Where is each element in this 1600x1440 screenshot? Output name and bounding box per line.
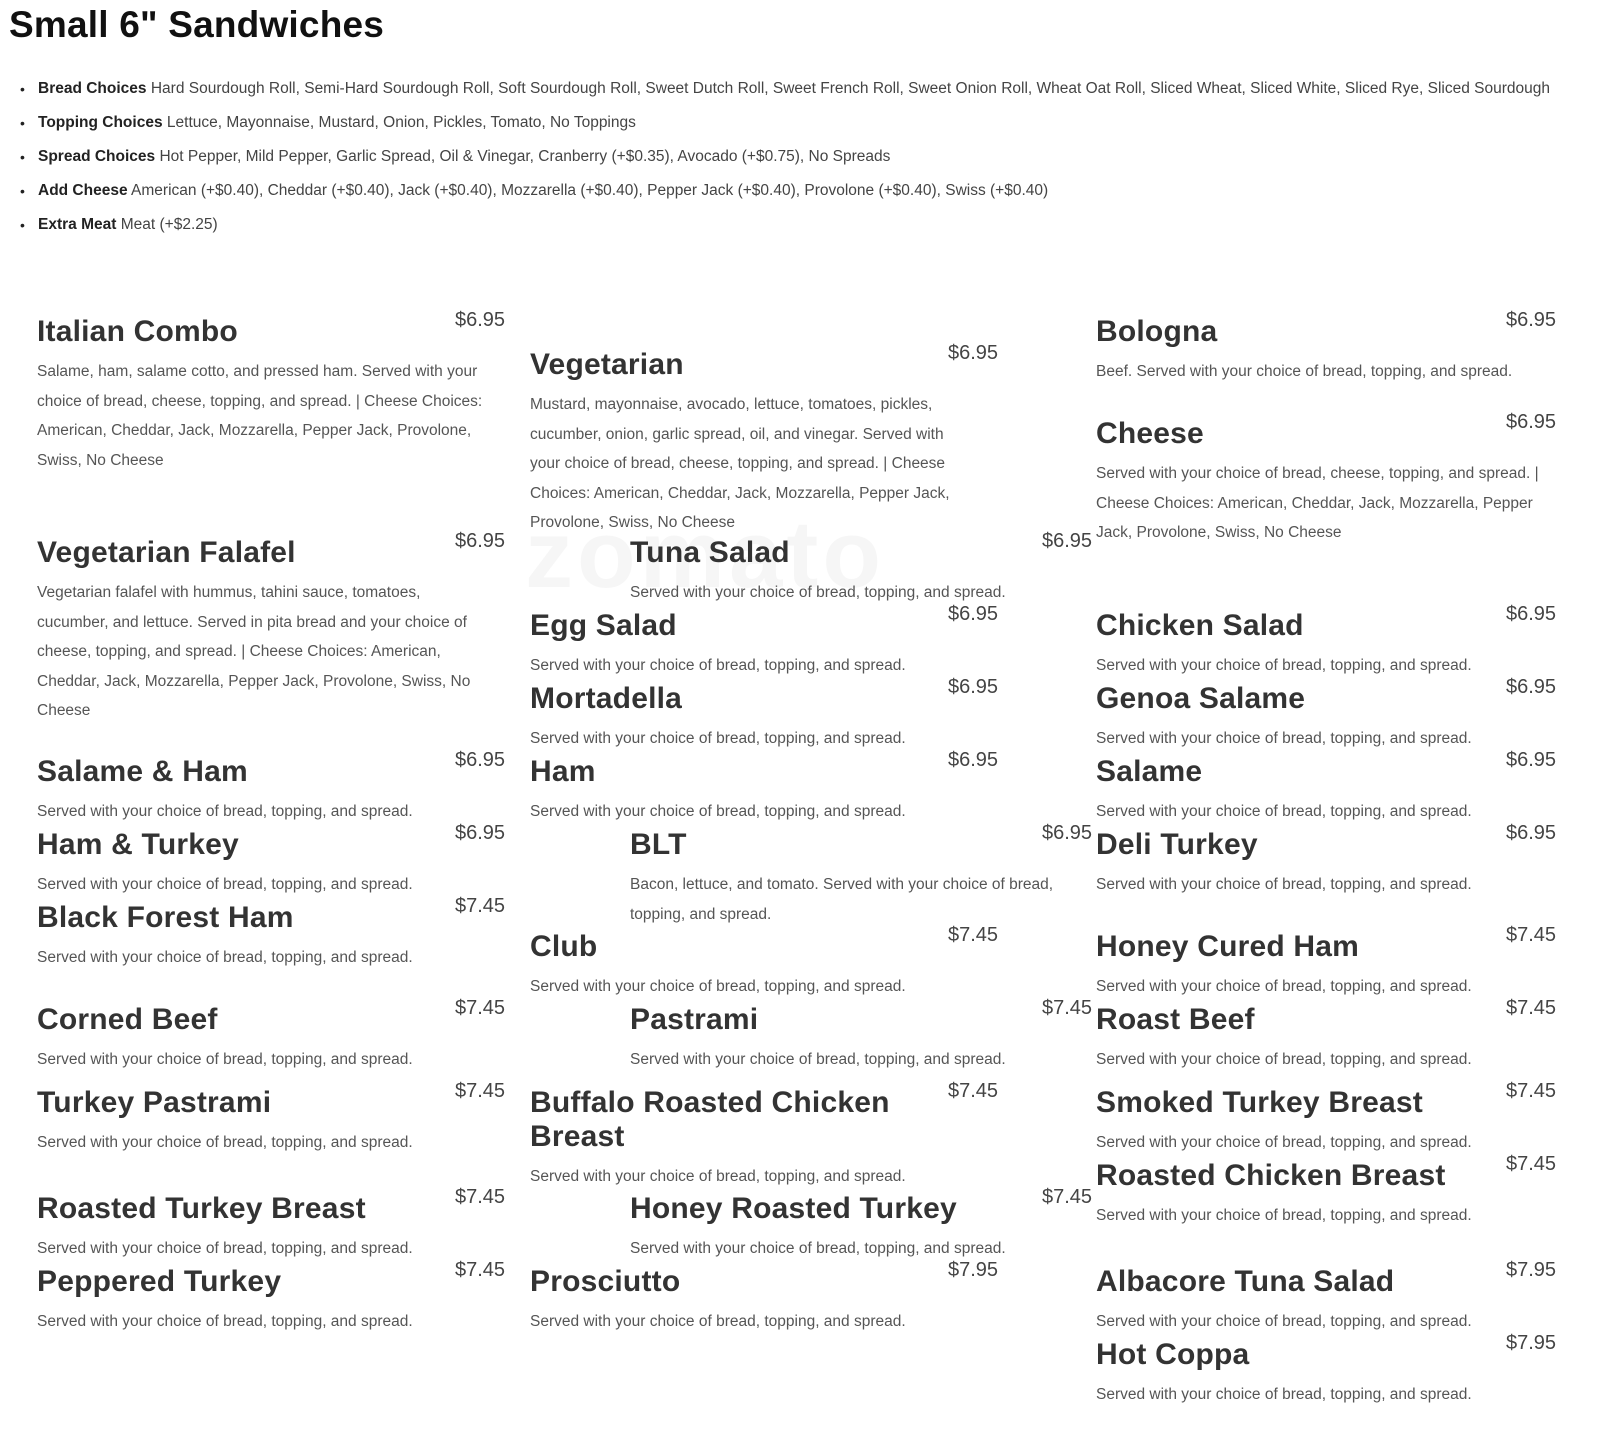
item-description: Served with your choice of bread, topping, and spread. xyxy=(1096,1313,1472,1330)
item-description: Served with your choice of bread, topping, and spread. xyxy=(1096,657,1472,674)
item-price: $6.95 xyxy=(1506,411,1557,433)
item-name: Pastrami xyxy=(630,1003,759,1036)
item-name: Club xyxy=(530,930,598,963)
item-name: Bologna xyxy=(1096,315,1218,348)
item-description: Served with your choice of bread, topping, and spread. xyxy=(1096,1051,1472,1068)
item-price: $6.95 xyxy=(948,676,999,698)
option-spread-choices xyxy=(20,140,1580,174)
item-price: $7.45 xyxy=(455,895,506,917)
item-price: $7.95 xyxy=(1506,1259,1557,1281)
option-label: Add Cheese xyxy=(38,182,128,199)
item-description: Served with your choice of bread, topping, and spread. xyxy=(530,657,906,674)
item-description: Served with your choice of bread, cheese, topping, and spread. | Cheese Choices: American, Cheddar, Jack, Mozzarella, Pepper Jack, Provolone, Swiss, No Cheese xyxy=(1096,465,1539,541)
item-name: Roasted Turkey Breast xyxy=(37,1192,366,1225)
item-description: Served with your choice of bread, topping, and spread. xyxy=(530,730,906,747)
item-description: Served with your choice of bread, topping, and spread. xyxy=(530,978,906,995)
item-description: Served with your choice of bread, topping, and spread. xyxy=(530,1313,906,1330)
item-description: Vegetarian falafel with hummus, tahini sauce, tomatoes, cucumber, and lettuce. Served in pita bread and your choice of cheese, topping, and spread. | Cheese Choices: American, Cheddar, Jack, Mozzarella, Pepper Jack, Provolone, Swiss, No Cheese xyxy=(37,584,471,719)
item-price: $7.45 xyxy=(1042,1186,1093,1208)
item-description: Served with your choice of bread, topping, and spread. xyxy=(1096,1386,1472,1403)
item-name: BLT xyxy=(630,828,687,861)
item-price: $6.95 xyxy=(1506,603,1557,625)
item-description: Served with your choice of bread, topping, and spread. xyxy=(1096,1134,1472,1151)
option-label: Bread Choices xyxy=(38,80,147,97)
item-description: Served with your choice of bread, topping, and spread. xyxy=(1096,876,1472,893)
item-price: $6.95 xyxy=(948,603,999,625)
item-description: Beef. Served with your choice of bread, topping, and spread. xyxy=(1096,363,1513,380)
option-label: Spread Choices xyxy=(38,148,156,165)
option-label: Extra Meat xyxy=(38,216,117,233)
item-price: $6.95 xyxy=(1506,822,1557,844)
item-price: $6.95 xyxy=(455,309,506,331)
option-text: Meat (+$2.25) xyxy=(120,216,218,233)
item-description: Bacon, lettuce, and tomato. Served with your choice of bread, topping, and spread. xyxy=(630,876,1054,923)
item-price: $7.45 xyxy=(948,924,999,946)
item-name: Corned Beef xyxy=(37,1003,218,1036)
item-description: Served with your choice of bread, topping, and spread. xyxy=(1096,803,1472,820)
item-name: Prosciutto xyxy=(530,1265,681,1298)
item-name: Cheese xyxy=(1096,417,1204,450)
item-price: $6.95 xyxy=(455,749,506,771)
sandwich-options-list xyxy=(20,72,1580,242)
item-description: Served with your choice of bread, topping, and spread. xyxy=(630,1240,1006,1257)
item-description: Served with your choice of bread, topping, and spread. xyxy=(37,949,413,966)
item-name: Tuna Salad xyxy=(630,536,790,569)
item-name: Salame xyxy=(1096,755,1203,788)
item-description: Served with your choice of bread, topping, and spread. xyxy=(630,584,1006,601)
item-description: Served with your choice of bread, topping, and spread. xyxy=(1096,978,1472,995)
item-name: Salame & Ham xyxy=(37,755,248,788)
item-name: Honey Roasted Turkey xyxy=(630,1192,957,1225)
item-price: $6.95 xyxy=(1042,822,1093,844)
item-name: Black Forest Ham xyxy=(37,901,294,934)
item-description: Served with your choice of bread, topping, and spread. xyxy=(37,1313,413,1330)
item-price: $6.95 xyxy=(1506,749,1557,771)
item-name: Deli Turkey xyxy=(1096,828,1258,861)
item-description: Served with your choice of bread, topping, and spread. xyxy=(37,803,413,820)
item-name: Mortadella xyxy=(530,682,683,715)
item-name: Roasted Chicken Breast xyxy=(1096,1159,1446,1192)
item-description: Served with your choice of bread, topping, and spread. xyxy=(37,1240,413,1257)
item-description: Served with your choice of bread, topping, and spread. xyxy=(37,876,413,893)
item-name: Genoa Salame xyxy=(1096,682,1306,715)
item-price: $7.45 xyxy=(1506,997,1557,1019)
option-extra-meat xyxy=(20,208,1580,242)
item-name: Turkey Pastrami xyxy=(37,1086,272,1119)
item-name: Hot Coppa xyxy=(1096,1338,1250,1371)
item-price: $7.95 xyxy=(948,1259,999,1281)
option-text: Hard Sourdough Roll, Semi-Hard Sourdough Roll, Soft Sourdough Roll, Sweet Dutch Roll, Sweet French Roll, Sweet Onion Roll, Wheat Oat Roll, Sliced Wheat, Sliced White, Sliced Rye, Sliced Sourdough xyxy=(150,80,1550,97)
item-description: Served with your choice of bread, topping, and spread. xyxy=(37,1051,413,1068)
item-description: Served with your choice of bread, topping, and spread. xyxy=(37,1134,413,1151)
item-name: Buffalo Roasted Chicken Breast xyxy=(530,1086,890,1153)
item-description: Served with your choice of bread, topping, and spread. xyxy=(630,1051,1006,1068)
item-description: Served with your choice of bread, topping, and spread. xyxy=(530,803,906,820)
item-price: $7.45 xyxy=(1506,924,1557,946)
item-name: Vegetarian xyxy=(530,348,684,381)
option-text: American (+$0.40), Cheddar (+$0.40), Jack (+$0.40), Mozzarella (+$0.40), Pepper Jack (+$0.40), Provolone (+$0.40), Swiss (+$0.40) xyxy=(131,182,1049,199)
item-description: Mustard, mayonnaise, avocado, lettuce, tomatoes, pickles, cucumber, onion, garlic spread, oil, and vinegar. Served with your choice of bread, cheese, topping, and spread. | Cheese Choices: American, Cheddar, Jack, Mozzarella, Pepper Jack, Provolone, Swiss, No Cheese xyxy=(530,396,950,531)
option-topping-choices xyxy=(20,106,1580,140)
item-name: Peppered Turkey xyxy=(37,1265,282,1298)
option-add-cheese xyxy=(20,174,1580,208)
item-description: Served with your choice of bread, topping, and spread. xyxy=(530,1168,906,1185)
item-name: Chicken Salad xyxy=(1096,609,1304,642)
item-name: Egg Salad xyxy=(530,609,677,642)
item-name: Albacore Tuna Salad xyxy=(1096,1265,1395,1298)
option-bread-choices xyxy=(20,72,1580,106)
item-name: Italian Combo xyxy=(37,315,238,348)
item-price: $7.45 xyxy=(455,1080,506,1102)
item-price: $7.45 xyxy=(948,1080,999,1102)
option-label: Topping Choices xyxy=(38,114,163,131)
item-name: Smoked Turkey Breast xyxy=(1096,1086,1423,1119)
item-name: Vegetarian Falafel xyxy=(37,536,296,569)
item-price: $6.95 xyxy=(455,822,506,844)
item-price: $7.45 xyxy=(1506,1080,1557,1102)
item-price: $6.95 xyxy=(455,530,506,552)
item-price: $6.95 xyxy=(1042,530,1093,552)
page-title: Small 6" Sandwiches xyxy=(9,4,385,45)
item-price: $7.45 xyxy=(455,1259,506,1281)
item-description: Served with your choice of bread, topping, and spread. xyxy=(1096,730,1472,747)
item-price: $6.95 xyxy=(948,342,999,364)
option-text: Hot Pepper, Mild Pepper, Garlic Spread, Oil & Vinegar, Cranberry (+$0.35), Avocado (+$0.75), No Spreads xyxy=(159,148,891,165)
item-price: $7.45 xyxy=(455,997,506,1019)
item-price: $7.45 xyxy=(1042,997,1093,1019)
item-description: Salame, ham, salame cotto, and pressed ham. Served with your choice of bread, cheese, topping, and spread. | Cheese Choices: American, Cheddar, Jack, Mozzarella, Pepper Jack, Provolone, Swiss, No Cheese xyxy=(37,363,483,469)
item-name: Honey Cured Ham xyxy=(1096,930,1360,963)
item-price: $6.95 xyxy=(1506,309,1557,331)
item-price: $6.95 xyxy=(948,749,999,771)
item-price: $6.95 xyxy=(1506,676,1557,698)
item-name: Ham & Turkey xyxy=(37,828,239,861)
item-description: Served with your choice of bread, topping, and spread. xyxy=(1096,1207,1472,1224)
item-name: Roast Beef xyxy=(1096,1003,1255,1036)
item-name: Ham xyxy=(530,755,596,788)
item-price: $7.95 xyxy=(1506,1332,1557,1354)
item-price: $7.45 xyxy=(1506,1153,1557,1175)
option-text: Lettuce, Mayonnaise, Mustard, Onion, Pickles, Tomato, No Toppings xyxy=(166,114,636,131)
item-price: $7.45 xyxy=(455,1186,506,1208)
